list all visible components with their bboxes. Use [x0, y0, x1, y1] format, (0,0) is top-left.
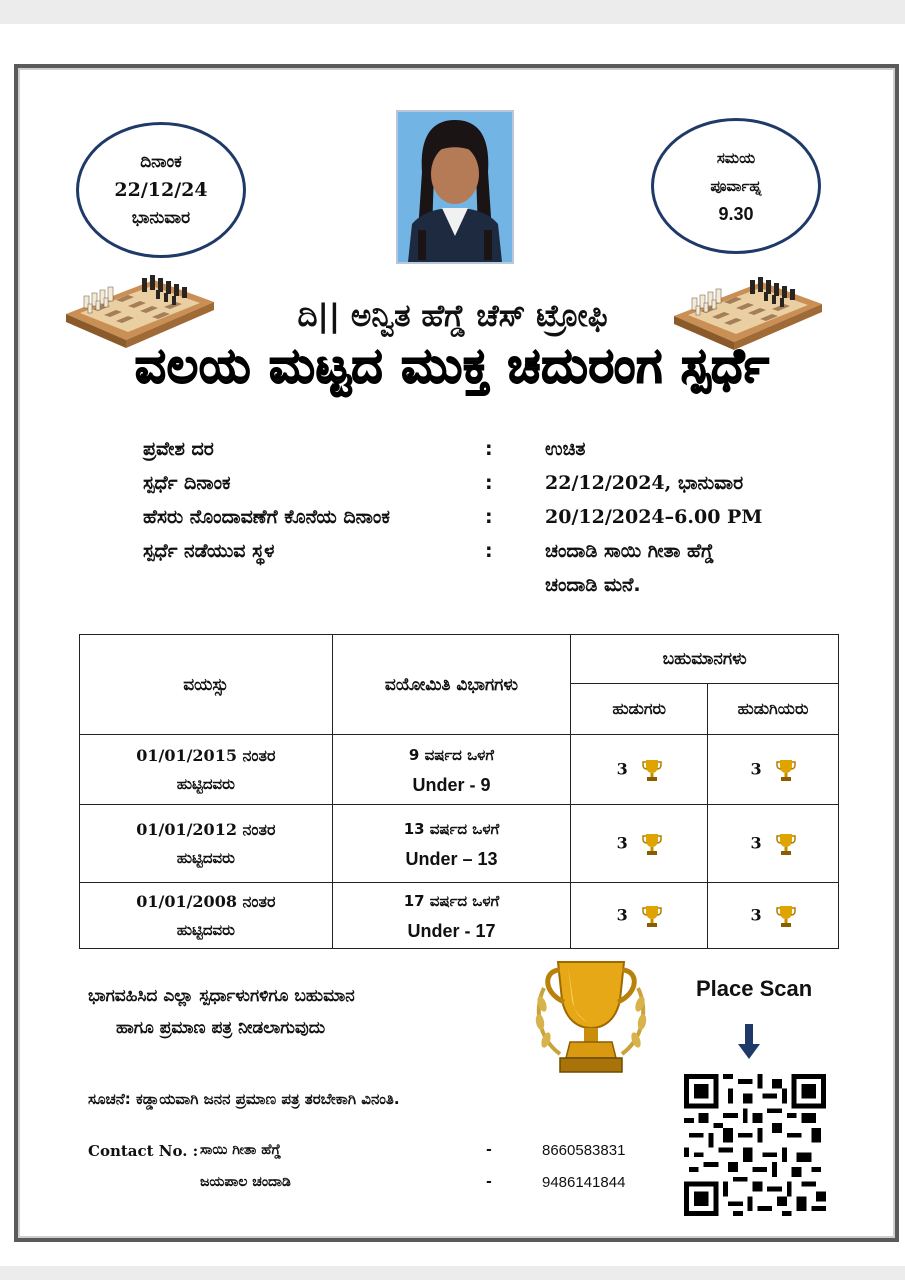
- contact-dash: -: [486, 1174, 492, 1190]
- table-row: [80, 805, 839, 883]
- colon: :: [485, 438, 493, 460]
- colon: :: [485, 472, 493, 494]
- time-badge-time: 9.30: [718, 204, 754, 224]
- girls-count: 3: [750, 905, 762, 924]
- participant-photo: [396, 110, 514, 264]
- reg-deadline-label: ಹೆಸರು ನೊಂದಾವಣೆಗೆ ಕೊನೆಯ ದಿನಾಂಕ: [143, 506, 390, 528]
- category-line2: Under - 9: [412, 774, 491, 795]
- time-badge: [651, 118, 821, 254]
- contact-phone[interactable]: 9486141844: [542, 1174, 626, 1191]
- trophy-icon: [530, 958, 652, 1076]
- table-row: [80, 883, 839, 949]
- header-girls: ಹುಡುಗಿಯರು: [708, 684, 839, 735]
- participation-line1: ಭಾಗವಹಿಸಿದ ಎಲ್ಲಾ ಸ್ಪರ್ಧಾಳುಗಳಿಗೂ ಬಹುಮಾನ: [88, 986, 355, 1006]
- category-line1: 9 ವರ್ಷದ ಒಳಗೆ: [408, 745, 495, 764]
- entry-fee-label: ಪ್ರವೇಶ ದರ: [143, 438, 214, 460]
- time-badge-period: ಪೂರ್ವಾಹ್ನ: [710, 177, 762, 195]
- colon: :: [485, 540, 493, 562]
- reg-deadline-value: 20/12/2024–6.00 PM: [545, 506, 763, 528]
- category-cell: [332, 883, 571, 949]
- date-badge-day: ಭಾನುವಾರ: [131, 208, 191, 228]
- date-badge-date: 22/12/24: [114, 179, 208, 201]
- trophy-icon: [776, 832, 796, 856]
- bottom-bar: [0, 1266, 905, 1280]
- venue-label: ಸ್ಪರ್ಧೆ ನಡೆಯುವ ಸ್ಥಳ: [143, 540, 275, 562]
- contact-dash: -: [486, 1142, 492, 1158]
- qr-code[interactable]: [684, 1074, 826, 1216]
- girls-count: 3: [750, 759, 762, 778]
- event-date-label: ಸ್ಪರ್ಧೆ ದಿನಾಂಕ: [143, 472, 231, 494]
- down-arrow-icon: [738, 1024, 760, 1060]
- participation-prize-text: [88, 980, 355, 1044]
- contact-row: [200, 1174, 626, 1191]
- boys-count: 3: [616, 905, 628, 924]
- header-category: ವಯೋಮಿತಿ ವಿಭಾಗಗಳು: [332, 635, 571, 735]
- prize-table: [79, 634, 839, 949]
- time-badge-label: ಸಮಯ: [716, 149, 756, 167]
- category-line2: Under - 17: [407, 920, 496, 941]
- trophy-icon: [776, 904, 796, 928]
- age-line1: 01/01/2008 ನಂತರ: [136, 891, 276, 911]
- category-line1: 17 ವರ್ಷದ ಒಳಗೆ: [403, 891, 500, 910]
- contact-name: ಸಾಯಿ ಗೀತಾ ಹೆಗ್ಡೆ: [200, 1142, 282, 1158]
- category-cell: [332, 735, 571, 805]
- trophy-title: ದಿ|| ಅನ್ವಿತ ಹೆಗ್ಡೆ ಚೆಸ್ ಟ್ರೋಫಿ: [297, 298, 608, 334]
- age-line1: 01/01/2012 ನಂತರ: [136, 819, 276, 839]
- note-text: ಸೂಚನೆ: ಕಡ್ಡಾಯವಾಗಿ ಜನನ ಪ್ರಮಾಣ ಪತ್ರ ತರಬೇಕಾಗಿ ವಿನಂತಿ.: [88, 1090, 400, 1108]
- date-badge-label: ದಿನಾಂಕ: [140, 152, 182, 172]
- age-cell: [80, 735, 333, 805]
- age-line1: 01/01/2015 ನಂತರ: [136, 745, 276, 765]
- top-bar: [0, 0, 905, 24]
- contact-name: ಜಯಪಾಲ ಚಂದಾಡಿ: [200, 1174, 291, 1190]
- boys-prize-cell: [571, 805, 708, 883]
- contact-phone[interactable]: 8660583831: [542, 1142, 626, 1159]
- event-date-value: 22/12/2024, ಭಾನುವಾರ: [545, 472, 744, 494]
- contact-row: [200, 1142, 626, 1159]
- entry-fee-value: ಉಚಿತ: [545, 438, 586, 460]
- boys-count: 3: [616, 833, 628, 852]
- girls-count: 3: [750, 833, 762, 852]
- venue-value-line1: ಚಂದಾಡಿ ಸಾಯಿ ಗೀತಾ ಹೆಗ್ಡೆ: [545, 540, 715, 562]
- age-cell: [80, 883, 333, 949]
- girls-prize-cell: [708, 805, 839, 883]
- contact-label: Contact No. :: [88, 1142, 199, 1160]
- participation-line2: ಹಾಗೂ ಪ್ರಮಾಣ ಪತ್ರ ನೀಡಲಾಗುವುದು: [116, 1018, 326, 1038]
- boys-prize-cell: [571, 735, 708, 805]
- boys-count: 3: [616, 759, 628, 778]
- girls-prize-cell: [708, 883, 839, 949]
- trophy-icon: [642, 832, 662, 856]
- trophy-icon: [642, 904, 662, 928]
- colon: :: [485, 506, 493, 528]
- trophy-icon: [776, 758, 796, 782]
- venue-value-line2: ಚಂದಾಡಿ ಮನೆ.: [545, 574, 641, 596]
- age-cell: [80, 805, 333, 883]
- category-line2: Under – 13: [405, 848, 498, 869]
- header-age: ವಯಸ್ಸು: [80, 635, 333, 735]
- event-title: ವಲಯ ಮಟ್ಟದ ಮುಕ್ತ ಚದುರಂಗ ಸ್ಪರ್ಧೆ: [135, 338, 770, 394]
- category-cell: [332, 805, 571, 883]
- trophy-icon: [642, 758, 662, 782]
- age-line2: ಹುಟ್ಟಿದವರು: [176, 774, 235, 793]
- girls-prize-cell: [708, 735, 839, 805]
- header-boys: ಹುಡುಗರು: [571, 684, 708, 735]
- scan-label: Place Scan: [696, 976, 813, 1001]
- boys-prize-cell: [571, 883, 708, 949]
- age-line2: ಹುಟ್ಟಿದವರು: [176, 920, 235, 939]
- header-prizes: ಬಹುಮಾನಗಳು: [571, 635, 839, 684]
- age-line2: ಹುಟ್ಟಿದವರು: [176, 848, 235, 867]
- date-badge: [76, 122, 246, 258]
- category-line1: 13 ವರ್ಷದ ಒಳಗೆ: [403, 819, 500, 838]
- table-row: [80, 735, 839, 805]
